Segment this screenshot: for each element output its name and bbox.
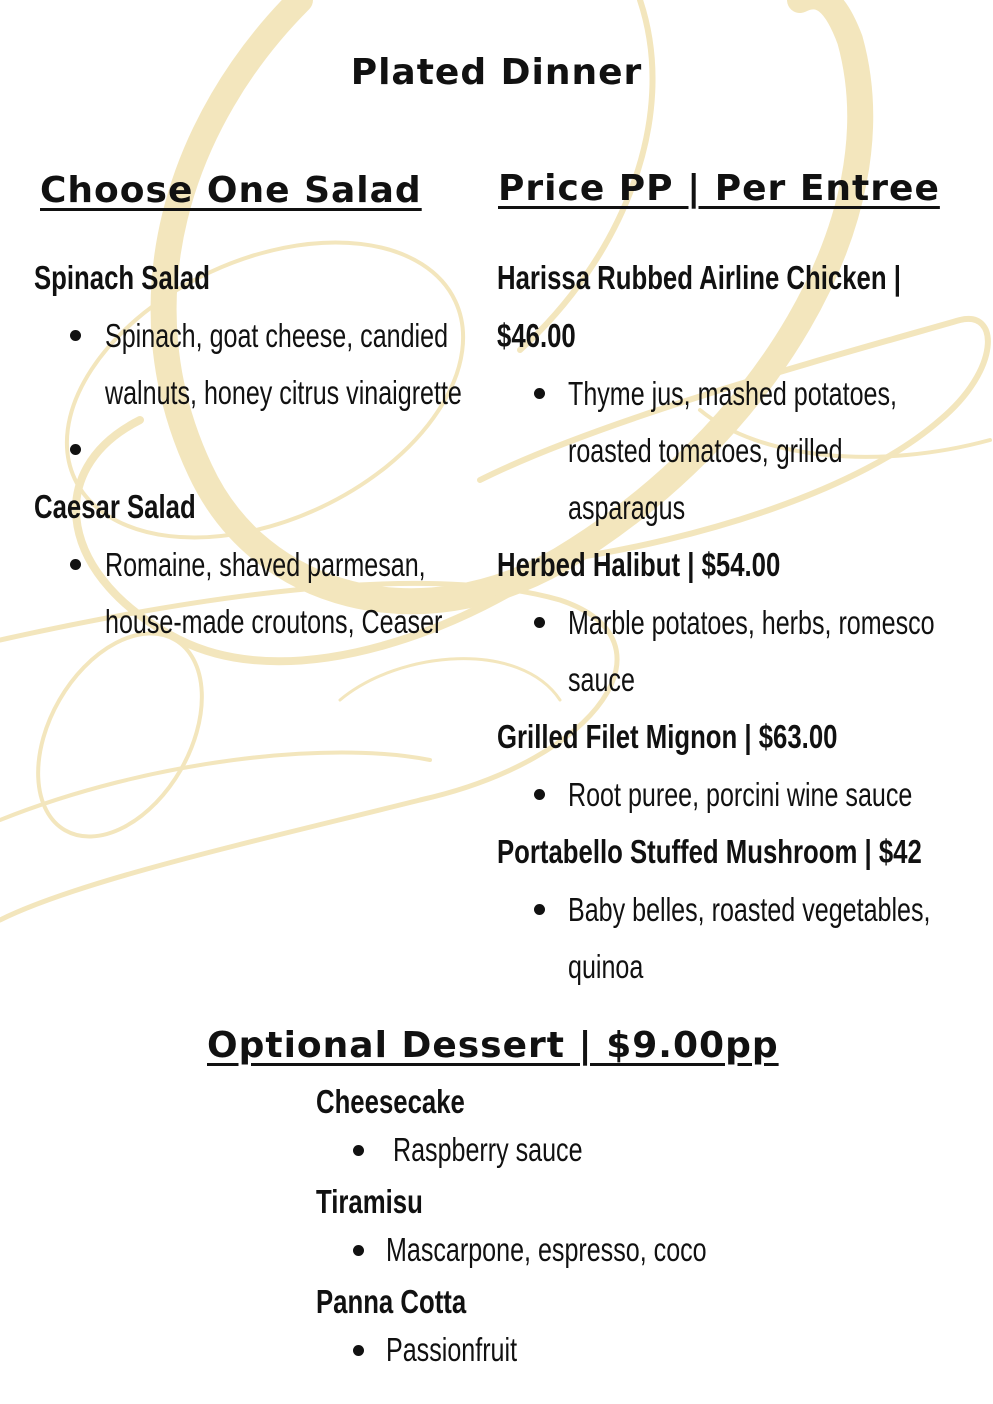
item-description-list — [497, 881, 972, 995]
menu-item — [34, 249, 474, 478]
description-bullet — [316, 1222, 816, 1278]
item-name: Panna Cotta — [316, 1283, 467, 1320]
menu-item — [497, 708, 972, 823]
item-description-list — [34, 307, 474, 478]
item-description-list — [497, 766, 972, 823]
entree-list — [497, 249, 972, 995]
dessert-list — [316, 1080, 816, 1382]
menu-item — [34, 478, 474, 650]
menu-item — [316, 1082, 816, 1178]
description-bullet — [497, 881, 972, 995]
description-text: Marble potatoes, herbs, romesco sauce — [568, 604, 935, 698]
menu-item — [497, 823, 972, 995]
description-text: Passionfruit — [386, 1331, 518, 1368]
item-description-list — [316, 1122, 816, 1178]
description-text: Baby belles, roasted vegetables, quinoa — [568, 891, 931, 985]
description-text: Raspberry sauce — [386, 1131, 583, 1168]
item-name: Cheesecake — [316, 1083, 465, 1120]
description-bullet — [497, 365, 972, 536]
menu-item — [316, 1182, 816, 1278]
item-name: Spinach Salad — [34, 259, 210, 296]
menu-item — [316, 1282, 816, 1378]
description-bullet — [34, 421, 474, 478]
description-text: Romaine, shaved parmesan, house-made croutons, Ceaser — [105, 546, 443, 640]
menu-item — [497, 249, 972, 536]
item-name: Harissa Rubbed Airline Chicken | $46.00 — [497, 259, 901, 354]
item-description-list — [497, 365, 972, 536]
description-bullet — [316, 1122, 816, 1178]
item-description-list — [316, 1222, 816, 1278]
item-description-list — [316, 1322, 816, 1378]
description-bullet — [34, 536, 474, 650]
item-name: Herbed Halibut | $54.00 — [497, 546, 781, 583]
item-name: Tiramisu — [316, 1183, 423, 1220]
description-text: Mascarpone, espresso, coco — [386, 1231, 707, 1268]
description-text: Thyme jus, mashed potatoes, roasted tomatoes, grilled asparagus — [568, 375, 897, 526]
entree-section-heading: Price PP | Per Entree — [498, 168, 940, 209]
description-bullet — [497, 766, 972, 823]
description-bullet — [316, 1322, 816, 1378]
dessert-section-heading: Optional Dessert | $9.00pp — [207, 1025, 779, 1066]
description-bullet — [34, 307, 474, 421]
description-text: Root puree, porcini wine sauce — [568, 776, 913, 813]
salad-section-heading: Choose One Salad — [40, 170, 422, 211]
item-description-list — [34, 536, 474, 650]
salad-list — [34, 249, 474, 650]
menu-item — [497, 536, 972, 708]
description-bullet — [497, 594, 972, 708]
page-title: Plated Dinner — [350, 52, 643, 93]
description-text: Spinach, goat cheese, candied walnuts, honey citrus vinaigrette — [105, 317, 462, 411]
item-name: Grilled Filet Mignon | $63.00 — [497, 718, 838, 755]
item-name: Caesar Salad — [34, 488, 196, 525]
item-description-list — [497, 594, 972, 708]
item-name: Portabello Stuffed Mushroom | $42 — [497, 833, 922, 870]
